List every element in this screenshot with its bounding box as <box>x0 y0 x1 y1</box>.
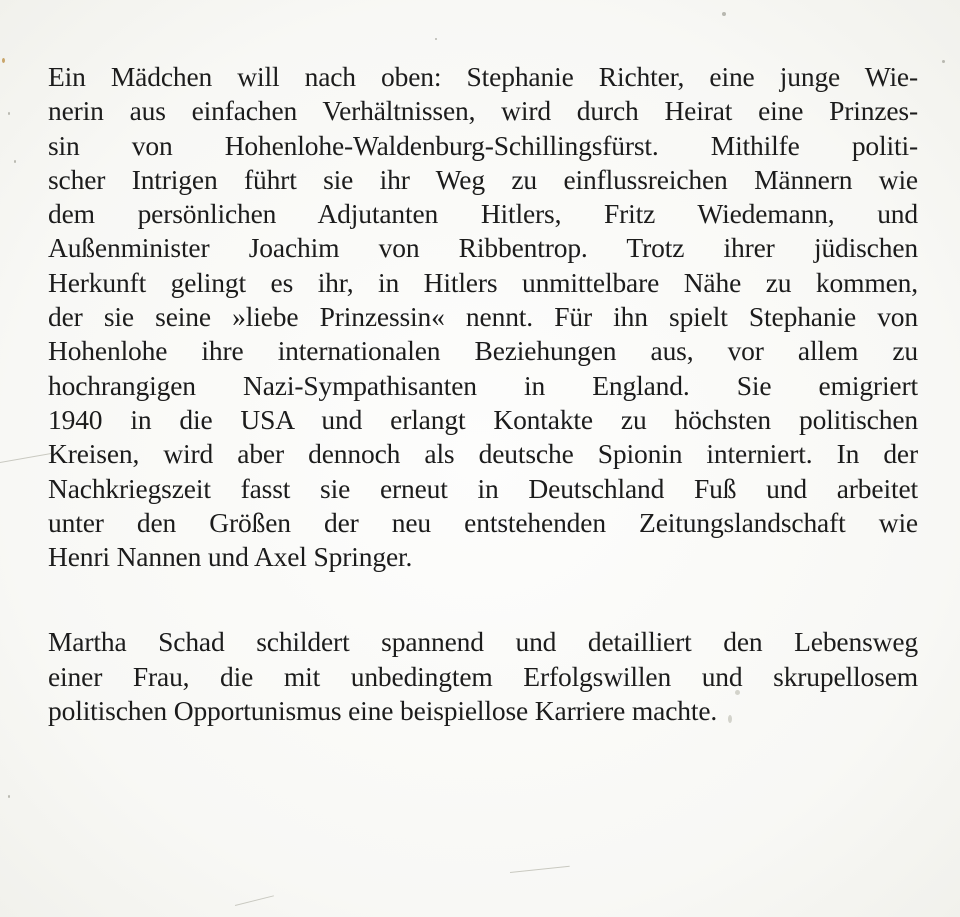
scan-speck <box>2 58 5 63</box>
scan-speck <box>435 38 437 40</box>
text-line: einer Frau, die mit unbedingtem Erfolgswillen und skrupellosem <box>48 660 918 692</box>
text-line: hochrangigen Nazi-Sympathisanten in England. Sie emigriert <box>48 369 918 401</box>
scan-speck <box>942 60 945 63</box>
text-line: der sie seine »liebe Prinzessin« nennt. Für ihn spielt Stephanie von <box>48 301 918 333</box>
text-line: Martha Schad schildert spannend und detailliert den Lebensweg <box>48 626 918 658</box>
text-line: Ein Mädchen will nach oben: Stephanie Richter, eine junge Wie- <box>48 61 918 92</box>
text-line: Nachkriegszeit fasst sie erneut in Deutschland Fuß und arbeitet <box>48 472 918 504</box>
book-blurb <box>48 60 918 728</box>
paragraph-biography <box>48 60 918 574</box>
text-line: Herkunft gelingt es ihr, in Hitlers unmittelbare Nähe zu kommen, <box>48 266 918 298</box>
scan-speck <box>14 160 16 163</box>
paragraph-spacer <box>48 574 918 625</box>
text-line: dem persönlichen Adjutanten Hitlers, Fritz Wiedemann, und <box>48 198 918 230</box>
scan-scratch <box>235 895 274 906</box>
text-line: unter den Größen der neu entstehenden Zeitungslandschaft wie <box>48 506 918 538</box>
scan-scratch <box>510 866 570 873</box>
text-line: sin von Hohenlohe-Waldenburg-Schillingsfürst. Mithilfe politi- <box>48 129 918 161</box>
text-line: 1940 in die USA und erlangt Kontakte zu höchsten politischen <box>48 403 918 435</box>
text-line: politischen Opportunismus eine beispiellose Karriere machte. <box>48 695 718 727</box>
text-line: nerin aus einfachen Verhältnissen, wird durch Heirat eine Prinzes- <box>48 95 918 127</box>
text-line: Hohenlohe ihre internationalen Beziehungen aus, vor allem zu <box>48 335 918 367</box>
paragraph-author-summary <box>48 625 918 728</box>
text-line: Kreisen, wird aber dennoch als deutsche Spionin interniert. In der <box>48 438 918 470</box>
scan-speck <box>8 795 10 798</box>
text-line: Henri Nannen und Axel Springer. <box>48 541 413 573</box>
scan-speck <box>722 12 726 16</box>
scan-scratch <box>0 453 51 463</box>
text-line: Außenminister Joachim von Ribbentrop. Trotz ihrer jüdischen <box>48 232 918 264</box>
scan-speck <box>8 112 10 115</box>
text-line: scher Intrigen führt sie ihr Weg zu einflussreichen Männern wie <box>48 163 918 195</box>
